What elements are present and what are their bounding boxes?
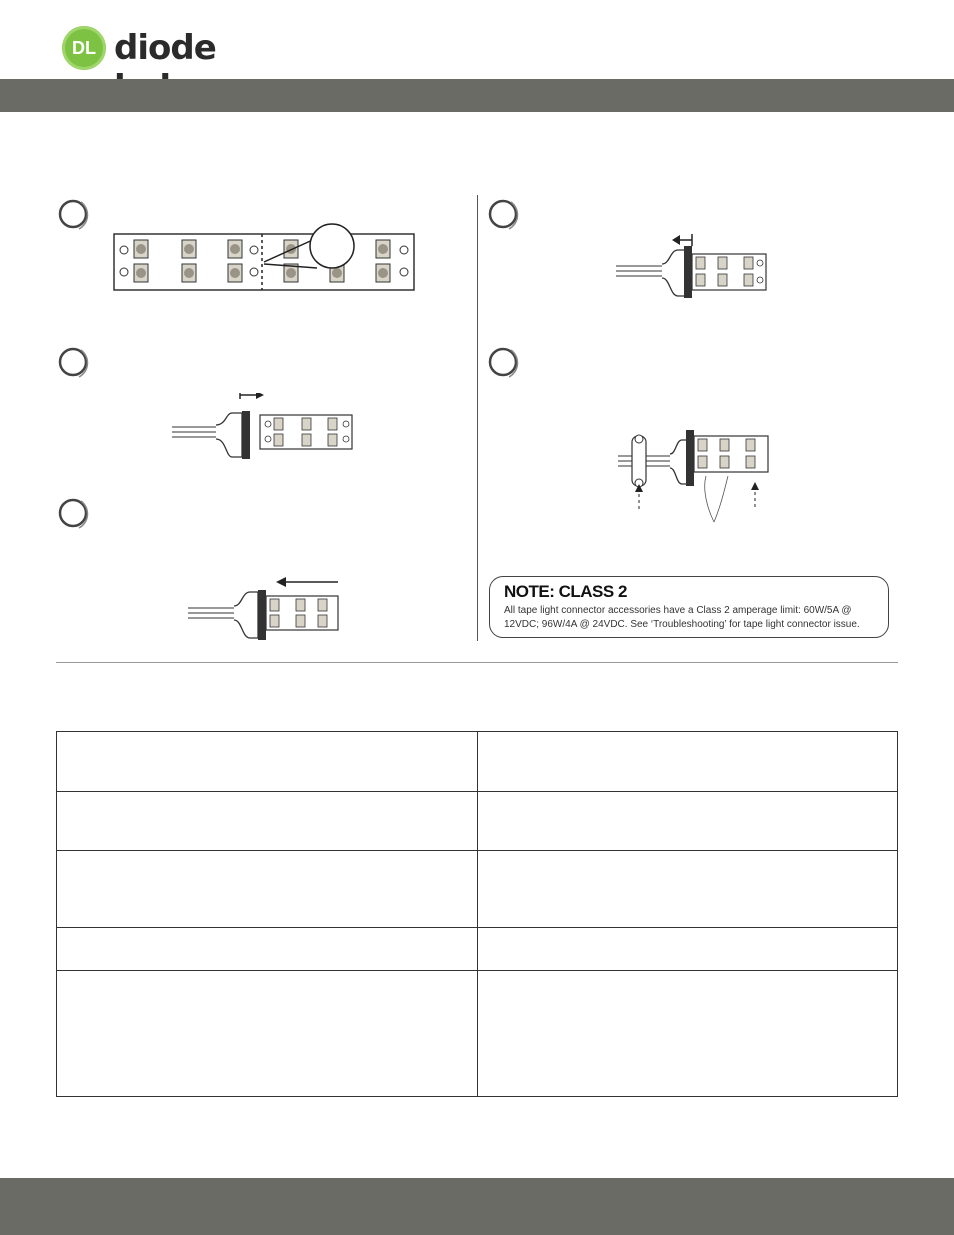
table-cell [477,971,898,1097]
troubleshooting-table [56,731,898,1097]
table-cell [57,792,478,851]
class2-note [489,576,889,638]
table-row [57,851,898,928]
logo-badge: DL [62,26,106,70]
connector-close-illustration [614,230,770,302]
note-title: NOTE: CLASS 2 [504,582,627,601]
step-circle-icon [487,346,523,382]
step-circle-icon [57,497,93,533]
table-row [57,928,898,971]
logo-text: diode [114,28,216,68]
table-row [57,732,898,792]
table-cell [57,928,478,971]
table-cell [57,732,478,792]
table-cell [57,851,478,928]
table-cell [57,971,478,1097]
table-cell [477,928,898,971]
table-row [57,792,898,851]
tape-strip-cut-illustration [112,222,418,294]
table-cell [477,792,898,851]
table-cell [477,851,898,928]
section-divider [56,662,898,663]
step-circle-icon [487,198,523,234]
table-row [57,971,898,1097]
table-cell [477,732,898,792]
footer-bar [0,1178,954,1235]
step-circle-icon [57,346,93,382]
header-bar [0,79,954,112]
column-divider [477,195,478,641]
step-circle-icon [57,198,93,234]
connector-mount-illustration [616,426,772,526]
note-body: All tape light connector accessories have a Class 2 amperage limit: 60W/5A @ 12VDC; 96W/4A @ 24VDC. See ‘Troubleshooting’ for tape light connector issue. [504,605,860,630]
brand-logo [62,26,242,72]
connector-open-illustration [170,393,356,465]
tape-insert-illustration [186,570,342,640]
